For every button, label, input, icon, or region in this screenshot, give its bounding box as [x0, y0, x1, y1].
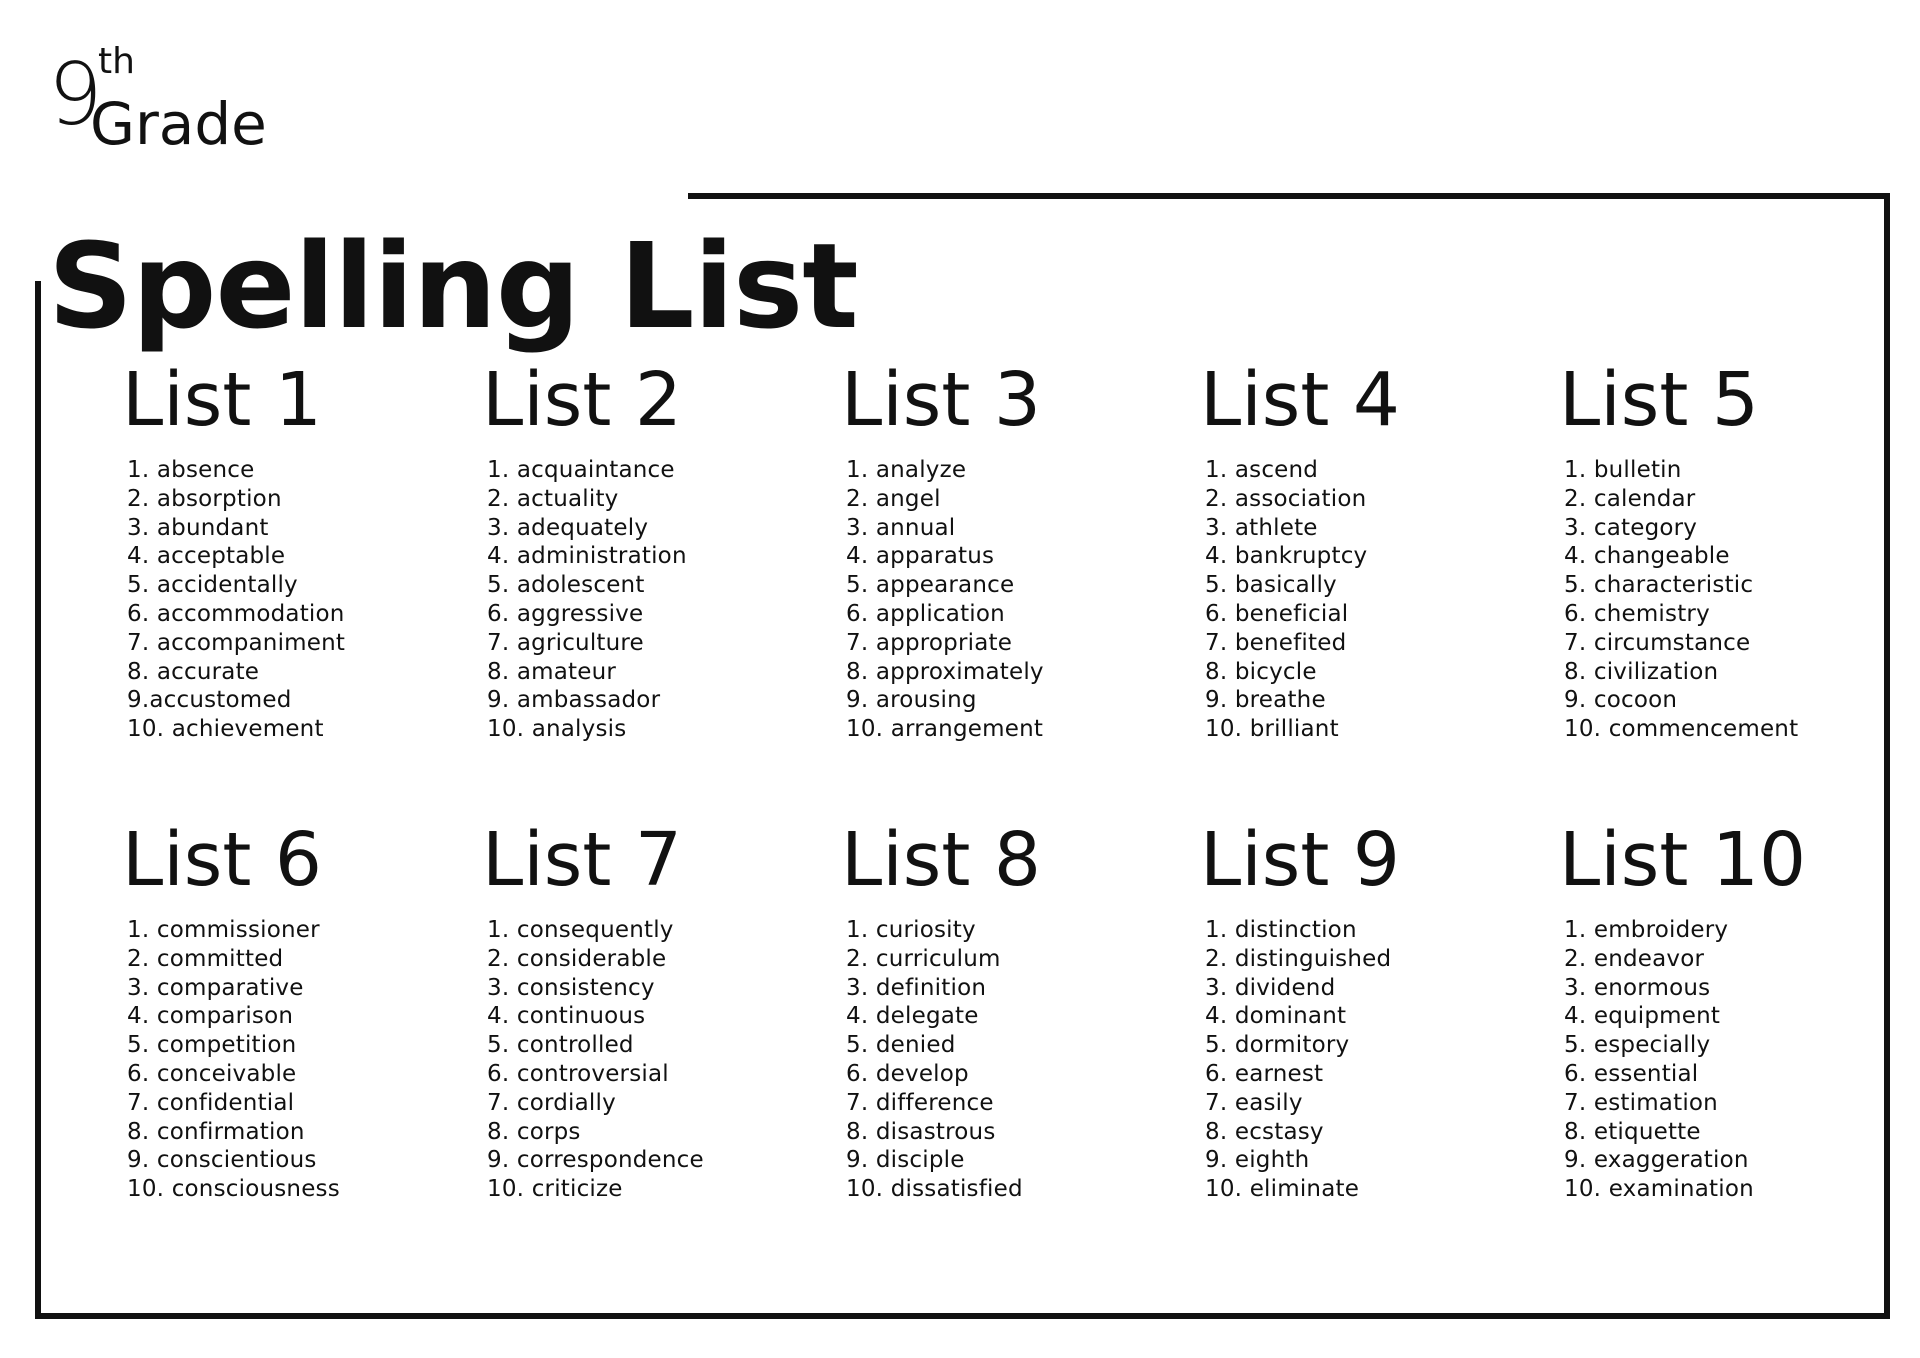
word-item: 2. committed	[127, 945, 284, 972]
word-item: 8. amateur	[487, 658, 617, 685]
word-list	[122, 456, 452, 744]
word-item: 2. considerable	[487, 945, 667, 972]
word-item: 5. dormitory	[1205, 1032, 1350, 1059]
word-item: 2. endeavor	[1564, 945, 1705, 972]
word-item: 4. continuous	[487, 1003, 646, 1030]
word-item: 7. agriculture	[487, 629, 644, 656]
word-list	[1559, 456, 1889, 744]
word-item: 5. adolescent	[487, 572, 645, 599]
word-item: 8. civilization	[1564, 658, 1719, 685]
word-item: 3. comparative	[127, 974, 304, 1001]
word-item: 10. arrangement	[846, 716, 1044, 743]
word-list	[482, 916, 812, 1204]
word-item: 3. consistency	[487, 974, 655, 1001]
spelling-list-4	[1200, 358, 1530, 744]
word-item: 1. bulletin	[1564, 457, 1682, 483]
word-item: 1. absence	[127, 457, 255, 483]
word-list	[841, 456, 1171, 744]
word-item: 6. essential	[1564, 1060, 1699, 1087]
word-item: 5. controlled	[487, 1032, 634, 1059]
word-item: 8. confirmation	[127, 1118, 305, 1145]
word-item: 8. accurate	[127, 658, 260, 685]
word-item: 8. corps	[487, 1118, 581, 1145]
list-heading: List 10	[1559, 817, 1807, 903]
word-item: 2. association	[1205, 485, 1367, 512]
word-item: 5. competition	[127, 1032, 297, 1059]
word-item: 3. annual	[846, 514, 956, 541]
word-item: 10. examination	[1564, 1176, 1754, 1203]
word-item: 10. brilliant	[1205, 716, 1339, 743]
word-item: 1. embroidery	[1564, 917, 1729, 943]
word-item: 7. estimation	[1564, 1089, 1718, 1116]
word-item: 6. aggressive	[487, 600, 644, 627]
word-item: 3. athlete	[1205, 514, 1318, 541]
word-item: 5. denied	[846, 1032, 956, 1059]
spelling-list-9	[1200, 818, 1530, 1204]
word-item: 6. develop	[846, 1060, 969, 1087]
word-item: 3. definition	[846, 974, 987, 1001]
word-item: 3. abundant	[127, 514, 269, 541]
word-item: 10. eliminate	[1205, 1176, 1360, 1203]
word-item: 5. characteristic	[1564, 572, 1754, 599]
word-item: 9. exaggeration	[1564, 1147, 1749, 1174]
word-item: 8. etiquette	[1564, 1118, 1701, 1145]
word-item: 10. analysis	[487, 716, 627, 743]
word-list	[482, 456, 812, 744]
word-item: 7. circumstance	[1564, 629, 1751, 656]
word-item: 1. consequently	[487, 917, 674, 943]
frame-top-border	[688, 193, 1890, 199]
word-item: 7. benefited	[1205, 629, 1347, 656]
list-heading: List 3	[841, 357, 1041, 443]
word-item: 10. dissatisfied	[846, 1176, 1023, 1203]
word-item: 8. disastrous	[846, 1118, 996, 1145]
list-heading: List 6	[122, 817, 322, 903]
word-item: 1. analyze	[846, 457, 967, 483]
word-item: 6. application	[846, 600, 1005, 627]
word-item: 5. especially	[1564, 1032, 1711, 1059]
word-item: 6. accommodation	[127, 600, 345, 627]
word-item: 2. curriculum	[846, 945, 1001, 972]
word-item: 9. conscientious	[127, 1147, 317, 1174]
page-title-block	[48, 40, 858, 356]
word-item: 9. breathe	[1205, 687, 1326, 714]
word-item: 4. comparison	[127, 1003, 294, 1030]
word-item: 10. achievement	[127, 716, 324, 743]
grade-suffix: th	[98, 41, 135, 82]
word-item: 3. dividend	[1205, 974, 1336, 1001]
word-item: 2. actuality	[487, 485, 619, 512]
word-item: 7. cordially	[487, 1089, 616, 1116]
word-item: 3. adequately	[487, 514, 649, 541]
list-heading: List 8	[841, 817, 1041, 903]
word-item: 2. angel	[846, 485, 941, 512]
word-item: 5. basically	[1205, 572, 1337, 599]
frame-left-border	[35, 281, 41, 1319]
word-item: 7. accompaniment	[127, 629, 346, 656]
word-item: 1. curiosity	[846, 917, 976, 943]
word-list	[122, 916, 452, 1204]
word-item: 9. disciple	[846, 1147, 965, 1174]
word-item: 1. commissioner	[127, 917, 320, 943]
word-list	[1200, 916, 1530, 1204]
spelling-list-7	[482, 818, 812, 1204]
grade-word: Grade	[90, 90, 267, 158]
word-item: 8. ecstasy	[1205, 1118, 1324, 1145]
list-heading: List 4	[1200, 357, 1400, 443]
word-item: 4. changeable	[1564, 543, 1730, 570]
word-list	[1200, 456, 1530, 744]
word-item: 9. ambassador	[487, 687, 661, 714]
list-heading: List 2	[482, 357, 682, 443]
word-item: 6. chemistry	[1564, 600, 1710, 627]
frame-bottom-border	[35, 1313, 1890, 1319]
word-item: 10. criticize	[487, 1176, 623, 1203]
word-item: 6. controversial	[487, 1060, 669, 1087]
word-item: 4. delegate	[846, 1003, 979, 1030]
word-item: 8. bicycle	[1205, 658, 1317, 685]
spelling-list-1	[122, 358, 452, 744]
word-item: 4. bankruptcy	[1205, 543, 1368, 570]
word-item: 10. commencement	[1564, 716, 1799, 743]
word-item: 9. correspondence	[487, 1147, 704, 1174]
word-item: 4. equipment	[1564, 1003, 1721, 1030]
word-item: 7. confidential	[127, 1089, 295, 1116]
list-heading: List 5	[1559, 357, 1759, 443]
word-item: 5. appearance	[846, 572, 1015, 599]
word-item: 7. appropriate	[846, 629, 1013, 656]
word-item: 6. earnest	[1205, 1060, 1324, 1087]
word-item: 2. distinguished	[1205, 945, 1392, 972]
word-item: 6. beneficial	[1205, 600, 1349, 627]
page-title: Spelling List	[48, 217, 858, 356]
word-item: 9.accustomed	[127, 687, 292, 714]
list-heading: List 9	[1200, 817, 1400, 903]
word-item: 3. category	[1564, 514, 1698, 541]
word-item: 7. easily	[1205, 1089, 1303, 1116]
word-item: 4. dominant	[1205, 1003, 1347, 1030]
word-item: 4. acceptable	[127, 543, 286, 570]
word-item: 2. calendar	[1564, 485, 1696, 512]
spelling-list-5	[1559, 358, 1889, 744]
word-list	[841, 916, 1171, 1204]
word-item: 4. administration	[487, 543, 687, 570]
list-heading: List 1	[122, 357, 322, 443]
word-item: 10. consciousness	[127, 1176, 340, 1203]
word-item: 1. acquaintance	[487, 457, 675, 483]
word-item: 5. accidentally	[127, 572, 298, 599]
word-item: 4. apparatus	[846, 543, 995, 570]
word-item: 2. absorption	[127, 485, 282, 512]
word-item: 7. difference	[846, 1089, 994, 1116]
word-item: 9. cocoon	[1564, 687, 1678, 714]
word-item: 1. ascend	[1205, 457, 1319, 483]
word-item: 6. conceivable	[127, 1060, 297, 1087]
word-item: 8. approximately	[846, 658, 1044, 685]
word-item: 1. distinction	[1205, 917, 1357, 943]
spelling-list-6	[122, 818, 452, 1204]
spelling-list-10	[1559, 818, 1889, 1204]
word-item: 3. enormous	[1564, 974, 1711, 1001]
word-list	[1559, 916, 1889, 1204]
word-item: 9. arousing	[846, 687, 977, 714]
spelling-list-3	[841, 358, 1171, 744]
grade-number: 9	[48, 45, 101, 145]
spelling-list-2	[482, 358, 812, 744]
word-item: 9. eighth	[1205, 1147, 1310, 1174]
list-heading: List 7	[482, 817, 682, 903]
spelling-list-8	[841, 818, 1171, 1204]
